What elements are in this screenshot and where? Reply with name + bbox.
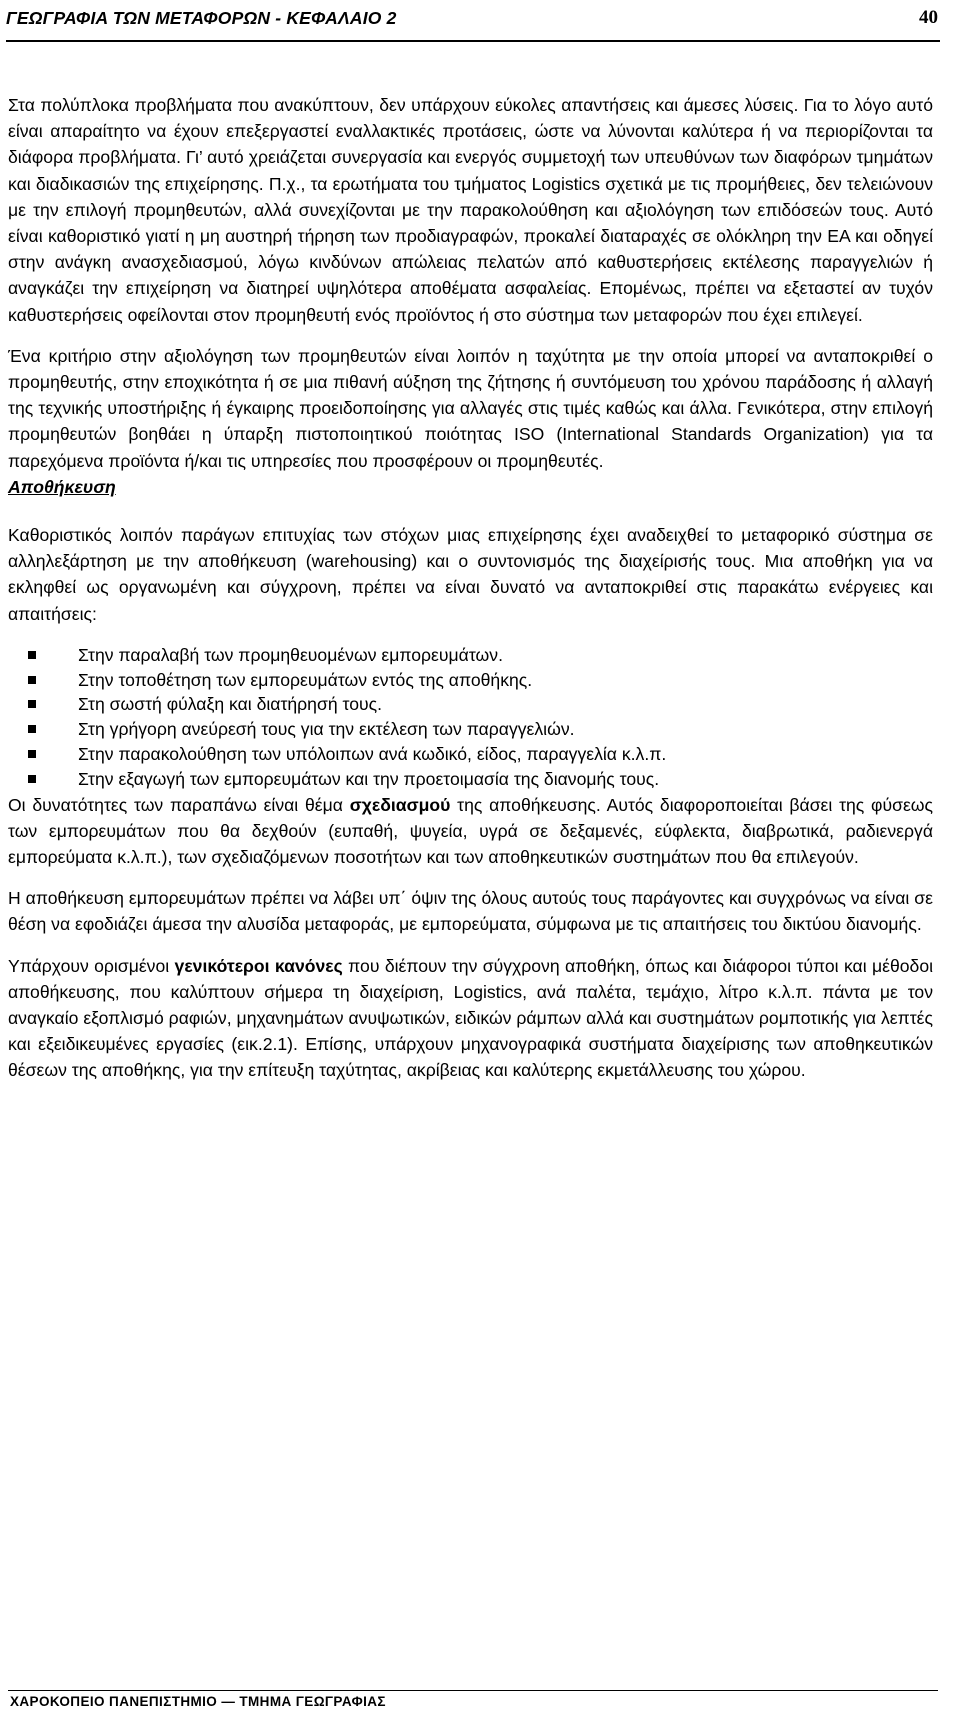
square-bullet-icon <box>28 775 36 783</box>
square-bullet-icon <box>28 750 36 758</box>
emphasis-general-rules: γενικότεροι κανόνες <box>174 955 343 976</box>
paragraph-storage-chain: Η αποθήκευση εμπορευμάτων πρέπει να λάβει υπ΄ όψιν της όλους αυτούς τους παράγοντες και συγχρόνως να είναι σε θέση να εφοδιάζει άμεσα την αλυσίδα μεταφοράς, με εμπορεύματα, σύμφωνα με τις απαιτήσεις του δικτύου διανομής. <box>8 888 933 935</box>
paragraph-problems: Στα πολύπλοκα προβλήματα που ανακύπτουν, δεν υπάρχουν εύκολες απαντήσεις και άμεσες λύσεις. Για το λόγο αυτό είναι απαραίτητο να έχουν επεξεργαστεί εναλλακτικές προτάσεις, ώστε να λύνονται καλύτερα ή να περιορίζονται τα διάφορα προβλήματα. Γι’ αυτό χρειάζεται συνεργασία και ενεργός συμμετοχή των υπευθύνων των διαφόρων τμημάτων και διαδικασιών της επιχείρησης. Π.χ., τα ερωτήματα του τμήματος Logistics σχετικά με τις προμήθειες, δεν τελειώνουν με την επιλογή προμηθευτών, αλλά συνεχίζονται με την παρακολούθηση και αξιολόγηση των επιδόσεών τους. Αυτό είναι καθοριστικό γιατί η μη αυστηρή τήρηση των προδιαγραφών, προκαλεί διαταραχές σε ολόκληρη την ΕΑ και οδηγεί στην ανάγκη ανασχεδιασμού, λόγω κινδύνων απώλειας πελατών από καθυστερήσεις εκτέλεσης παραγγελιών ή αναγκάζει την επιχείρηση να διατηρεί υψηλότερα αποθέματα ασφαλείας. Επομένως, πρέπει να εξεταστεί αν τυχόν καθυστερήσεις οφείλονται στον προμηθευτή ενός προϊόντος ή στο σύστημα των μεταφορών που έχει επιλεγεί. <box>8 95 933 325</box>
emphasis-design: σχεδιασμού <box>349 794 451 815</box>
requirements-list <box>8 643 933 792</box>
list-item: Στην παρακολούθηση των υπόλοιπων ανά κωδικό, είδος, παραγγελία κ.λ.π. <box>8 742 933 767</box>
chapter-title: ΓΕΩΓΡΑΦΙΑ ΤΩΝ ΜΕΤΑΦΟΡΩΝ - ΚΕΦΑΛΑΙΟ 2 <box>6 8 397 28</box>
page-header <box>6 4 940 42</box>
paragraph-general-rules: Υπάρχουν ορισμένοι γενικότεροι κανόνες που διέπουν την σύγχρονη αποθήκη, όπως και διάφοροι τύποι και μέθοδοι αποθήκευσης, που καλύπτουν σήμερα τη διαχείριση, Logistics, ανά παλέτα, τεμάχιο, λίτρο κ.λ.π. πάντα με τον αναγκαίο εξοπλισμό ραφιών, μηχανημάτων ανυψωτικών, ειδικών ράμπων αλλά και συστημάτων ρομποτικής για λεπτές και εξειδικευμένες εργασίες (εικ.2.1). Επίσης, υπάρχουν μηχανογραφικά συστήματα διαχείρισης των αποθηκευτικών θέσεων της αποθήκης, για την επίτευξη ταχύτητας, ακρίβειας και καλύτερης εκμετάλλευσης του χώρου. <box>8 955 934 1081</box>
section-heading-storage: Αποθήκευση <box>8 476 116 497</box>
list-item: Στην τοποθέτηση των εμπορευμάτων εντός της αποθήκης. <box>8 668 933 693</box>
paragraph-supplier-criteria: Ένα κριτήριο στην αξιολόγηση των προμηθευτών είναι λοιπόν η ταχύτητα με την οποία μπορεί να ανταποκριθεί ο προμηθευτής, στην εποχικότητα ή σε μια πιθανή αύξηση της ζήτησης ή συντόμευση του χρόνου παράδοσης ή αλλαγή της τεχνικής υποστήριξης ή έγκαιρης προειδοποίησης για αλλαγές στις τιμές καθώς και άλλα. Γενικότερα, στην επιλογή προμηθευτών βοηθάει η ύπαρξη πιστοποιητικού ποιότητας ISO (International Standards Organization) για τα παρεχόμενα προϊόντα ή/και τις υπηρεσίες που προσφέρουν οι προμηθευτές. <box>8 345 933 471</box>
list-item: Στη σωστή φύλαξη και διατήρησή τους. <box>8 692 933 717</box>
page-number: 40 <box>919 7 938 28</box>
page-body <box>8 92 933 1084</box>
institution-name: ΧΑΡΟΚΟΠΕΙΟ ΠΑΝΕΠΙΣΤΗΜΙΟ — ΤΜΗΜΑ ΓΕΩΓΡΑΦΙΑΣ <box>10 1694 386 1709</box>
paragraph-storage-intro: Καθοριστικός λοιπόν παράγων επιτυχίας των στόχων μιας επιχείρησης έχει αναδειχθεί το μεταφορικό σύστημα σε αλληλεξάρτηση με την αποθήκευση (warehousing) και ο συντονισμός της διαχείρισής τους. Μια αποθήκη για να εκληφθεί ως οργανωμένη και σύγχρονη, πρέπει να είναι δυνατό να ανταποκριθεί στις παρακάτω ενέργειες και απαιτήσεις: <box>8 525 933 624</box>
square-bullet-icon <box>28 651 36 659</box>
list-item: Στην εξαγωγή των εμπορευμάτων και την προετοιμασία της διανομής τους. <box>8 767 933 792</box>
list-item: Στην παραλαβή των προμηθευομένων εμπορευμάτων. <box>8 643 933 668</box>
list-item: Στη γρήγορη ανεύρεσή τους για την εκτέλεση των παραγγελιών. <box>8 717 933 742</box>
square-bullet-icon <box>28 725 36 733</box>
page-footer <box>8 1690 938 1709</box>
square-bullet-icon <box>28 676 36 684</box>
square-bullet-icon <box>28 700 36 708</box>
paragraph-design: Οι δυνατότητες των παραπάνω είναι θέμα σχεδιασμού της αποθήκευσης. Αυτός διαφοροποιείται βάσει της φύσεως των εμπορευμάτων που θα δεχθούν (ευπαθή, ψυγεία, υγρά σε δεξαμενές, εύφλεκτα, διαβρωτικά, ραδιενεργά εμπορεύματα κ.λ.π.), των σχεδιαζόμενων ποσοτήτων και των αποθηκευτικών συστημάτων που θα επιλεγούν. <box>8 794 933 868</box>
